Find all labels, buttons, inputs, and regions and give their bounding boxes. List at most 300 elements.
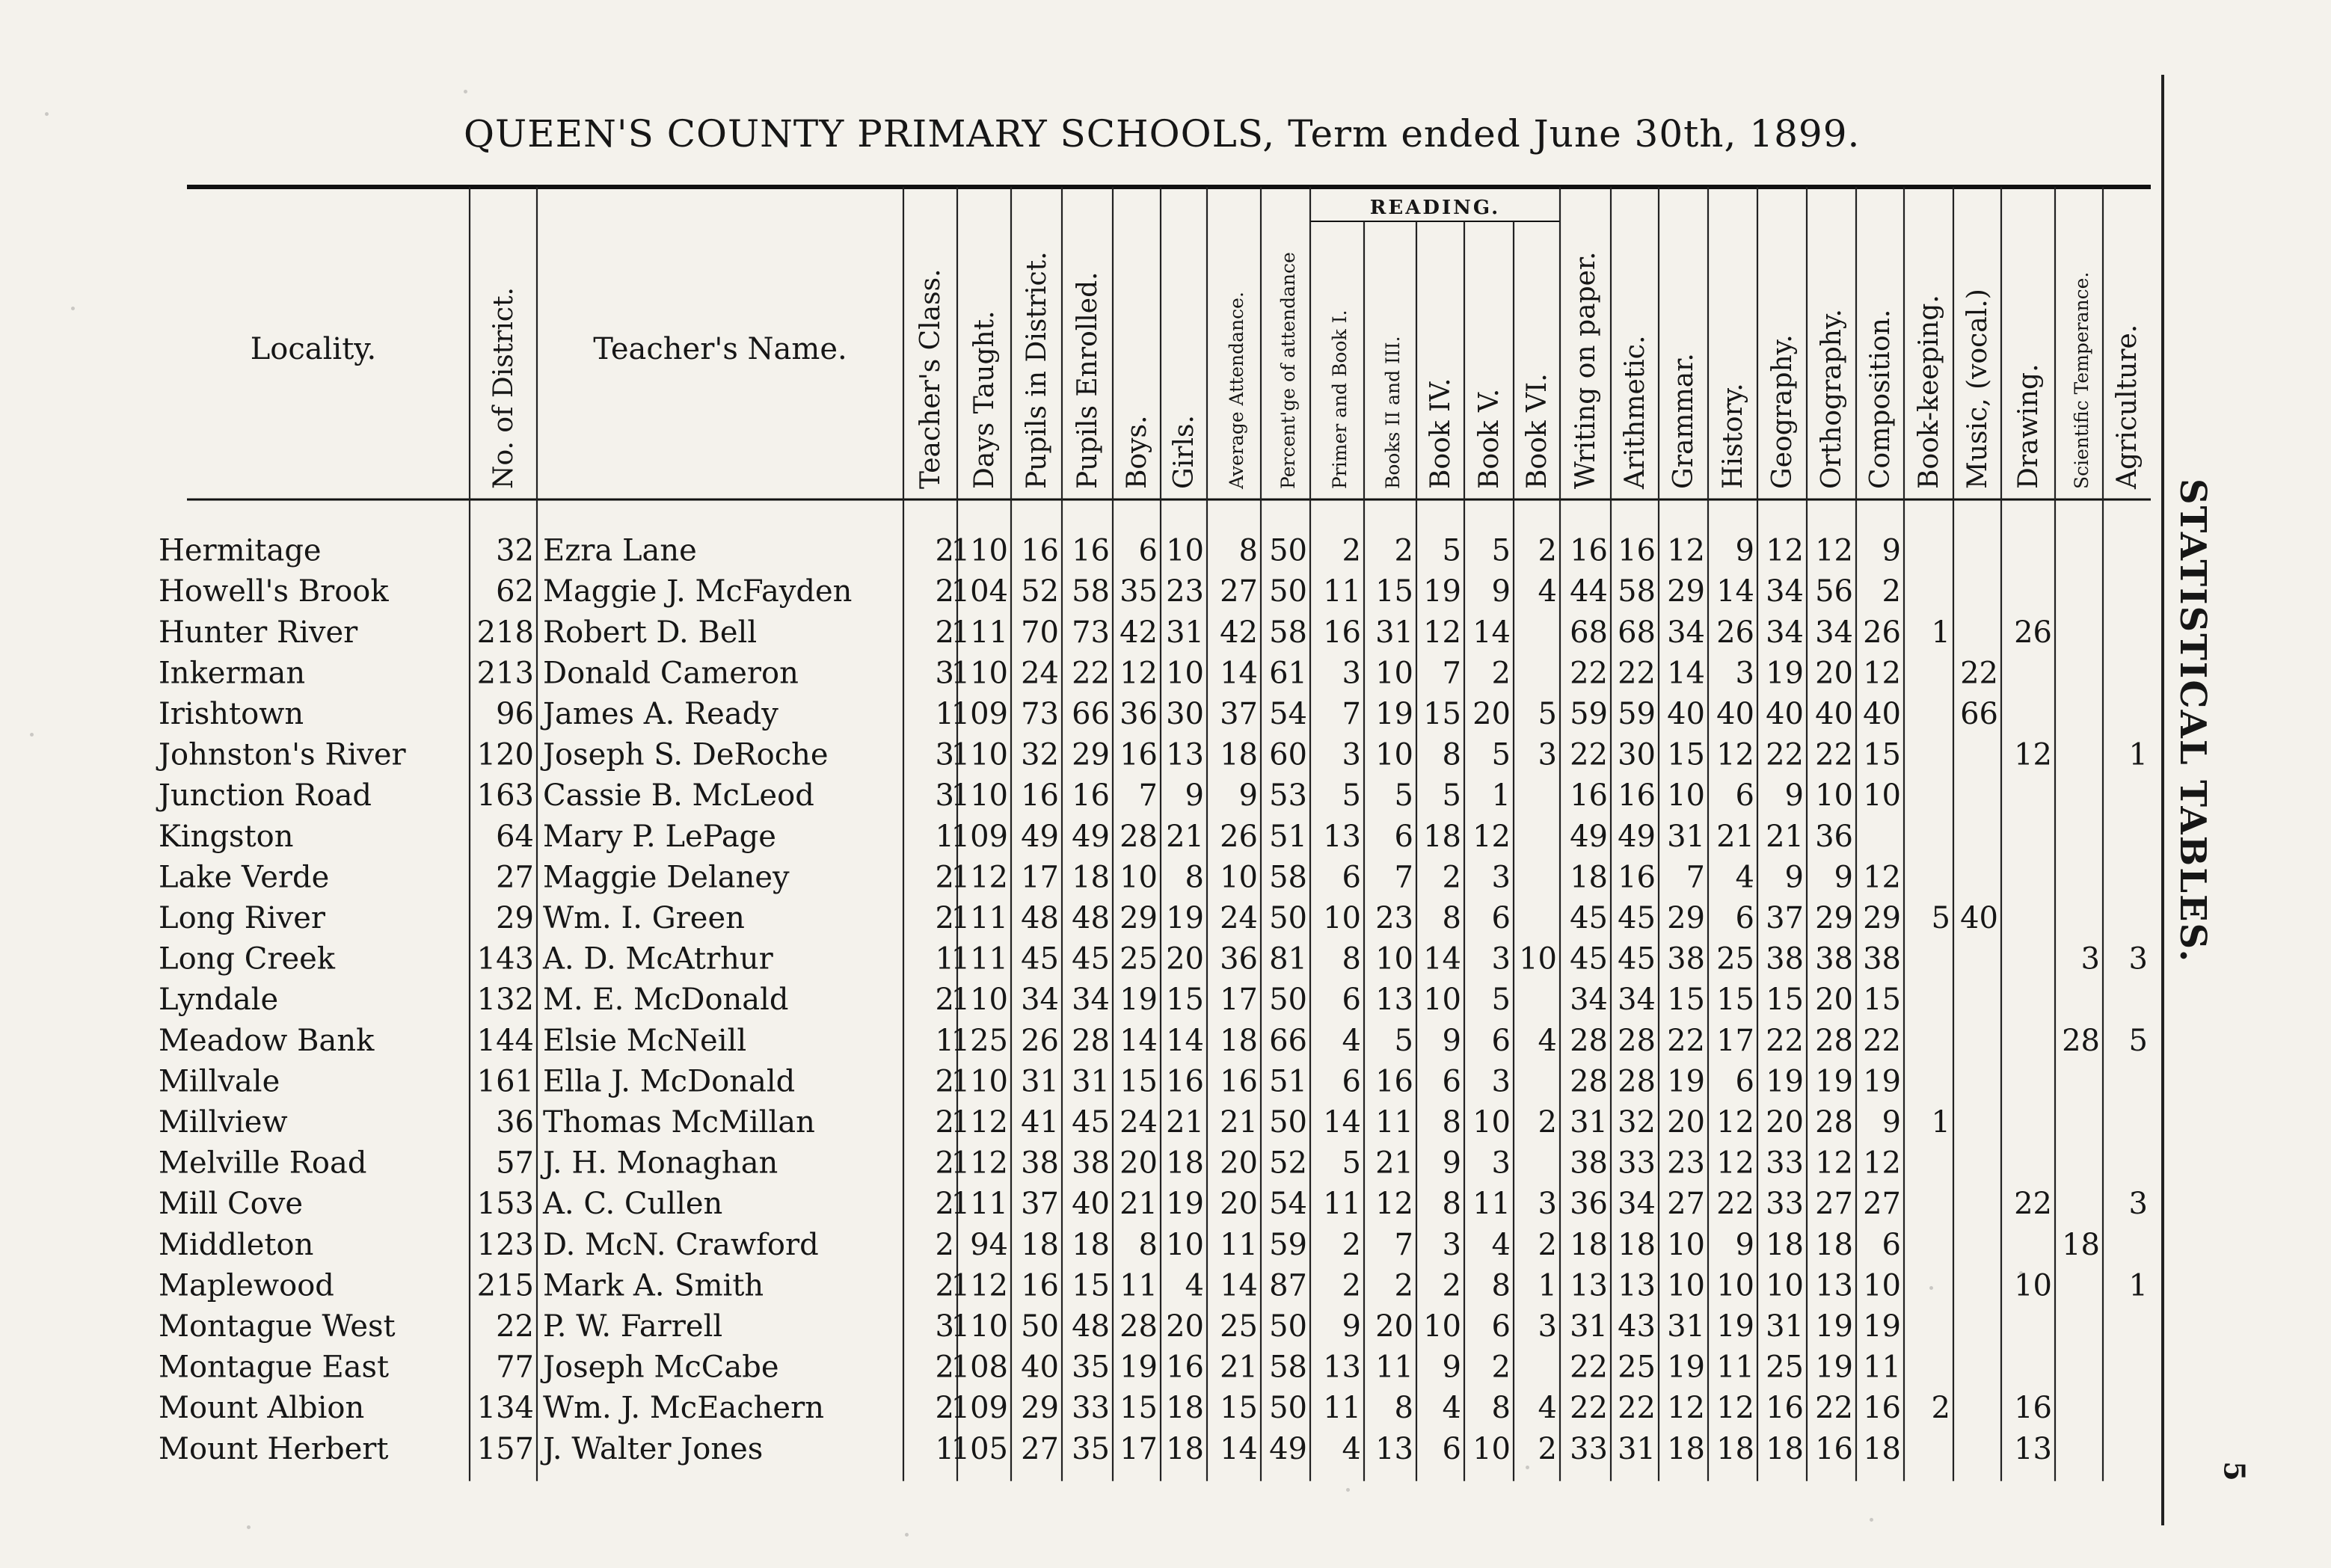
table-cell: 9 [1882,1105,1901,1140]
table-cell: 19 [1423,574,1461,609]
table-cell: 21 [1220,1350,1258,1385]
table-cell: 15 [1667,737,1705,772]
table-cell: 16 [1072,778,1110,814]
table-cell: 36 [1220,941,1258,977]
table-cell: 11 [1323,574,1361,609]
table-cell: 16 [1570,533,1608,568]
table-cell: 10 [1220,860,1258,895]
table-cell: 20 [1220,1146,1258,1181]
column-header: Teacher's Class. [915,268,946,489]
table-cell: 15 [1220,1391,1258,1426]
table-cell: 60 [1269,737,1307,772]
table-cell: 58 [1072,574,1110,609]
table-cell: Hunter River [159,615,358,650]
table-cell: 24 [1021,656,1059,691]
table-cell: Maggie J. McFayden [543,574,853,609]
table-cell: 11 [1323,1391,1361,1426]
table-cell: 21 [1766,819,1804,854]
table-cell: 2 [935,1064,954,1099]
table-cell: 8 [1238,533,1258,568]
column-header: Composition. [1865,309,1896,489]
table-cell: 19 [1120,983,1158,1018]
table-cell: 34 [1570,983,1608,1018]
table-cell: Montague East [159,1350,390,1385]
table-cell: 13 [1570,1268,1608,1303]
table-cell: 70 [1021,615,1059,650]
table-cell: 5 [1538,697,1557,731]
table-cell: 27 [1667,1187,1705,1222]
table-cell: 25 [1220,1309,1258,1344]
table-cell: 21 [1716,819,1754,854]
table-cell: 31 [1021,1064,1059,1099]
table-cell: 10 [1472,1431,1511,1466]
table-cell: 6 [1735,778,1754,814]
table-cell: 9 [1342,1309,1361,1344]
table-cell: 20 [1667,1105,1705,1140]
table-row [159,1350,1901,1385]
table-cell: 110 [950,533,1008,568]
table-cell: 21 [1375,1146,1413,1181]
table-cell: 16 [1220,1064,1258,1099]
table-cell: Robert D. Bell [543,615,758,650]
table-cell: 15 [1766,983,1804,1018]
table-cell: 18 [1863,1431,1901,1466]
table-cell: 15 [1120,1064,1158,1099]
table-cell: 38 [1863,941,1901,977]
table-cell: 144 [476,1023,534,1058]
table-cell: 2 [1342,533,1361,568]
table-cell: 45 [1570,941,1608,977]
column-header: Arithmetic. [1620,335,1650,489]
table-cell: 2 [1538,1105,1557,1140]
table-cell: 28 [1570,1023,1608,1058]
table-row [159,1391,2052,1425]
table-cell: D. McN. Crawford [543,1227,819,1262]
table-cell: 9 [1491,574,1511,609]
table-cell: 9 [1185,778,1204,814]
table-row [159,697,1998,731]
table-cell: 4 [1491,1227,1511,1262]
table-cell: 10 [1166,1227,1204,1262]
table-cell: 58 [1269,1350,1307,1385]
table-cell: 11 [1863,1350,1901,1385]
table-cell: 1 [935,1023,954,1058]
table-cell: 20 [1375,1309,1413,1344]
table-cell: 4 [1442,1391,1461,1426]
table-cell: 12 [1863,1146,1901,1181]
table-cell: 13 [1815,1268,1853,1303]
table-cell: 4 [1735,860,1754,895]
table-cell: 34 [1021,983,1059,1018]
table-cell: 22 [1716,1187,1754,1222]
table-cell: 163 [476,778,534,814]
table-cell: 8 [1442,901,1461,935]
table-cell: 12 [1120,656,1158,691]
table-cell: 16 [1021,533,1059,568]
table-cell: 112 [950,1105,1008,1140]
table-cell: 45 [1570,901,1608,935]
table-cell: M. E. McDonald [543,983,789,1018]
table-cell: 15 [1423,697,1461,731]
table-cell: 19 [1863,1309,1901,1344]
table-cell: 4 [1538,1391,1557,1426]
table-cell: 18 [1766,1227,1804,1262]
table-cell: 109 [950,697,1008,731]
table-cell: 12 [1423,615,1461,650]
table-cell: 49 [1021,819,1059,854]
table-cell: 3 [1491,1146,1511,1181]
table-cell: 2 [1538,1227,1557,1262]
table-cell: 11 [1120,1268,1158,1303]
table-cell: 12 [1472,819,1511,854]
scan-speck [45,112,49,116]
table-cell: 9 [1735,1227,1754,1262]
table-cell: 9 [1442,1023,1461,1058]
table-cell: 110 [950,778,1008,814]
table-cell: 19 [1815,1064,1853,1099]
table-cell: Millvale [159,1064,280,1099]
table-cell: 13 [1375,983,1413,1018]
scan-speck [247,1525,251,1529]
table-cell: Mount Albion [159,1391,365,1426]
table-cell: 28 [1618,1064,1656,1099]
table-cell: 1 [935,697,954,731]
table-cell: 34 [1072,983,1110,1018]
table-cell: 29 [496,901,534,935]
table-cell: 10 [1423,983,1461,1018]
table-cell: 19 [1166,1187,1204,1222]
table-cell: 45 [1072,1105,1110,1140]
table-cell: 30 [1618,737,1656,772]
table-cell: 2 [1931,1391,1950,1426]
column-header: Pupils Enrolled. [1072,271,1103,489]
table-cell: 112 [950,1268,1008,1303]
table-cell: 61 [1269,656,1307,691]
table-cell: 66 [1960,697,1998,731]
table-cell: Montague West [159,1309,396,1344]
table-cell: 12 [1716,737,1754,772]
table-cell: 81 [1269,941,1307,977]
table-cell: 5 [1394,778,1413,814]
table-cell: 18 [1570,1227,1608,1262]
table-cell: 20 [1815,656,1853,691]
table-cell: 19 [1766,656,1804,691]
table-cell: 22 [1570,1391,1608,1426]
table-cell: 6 [1342,1064,1361,1099]
table-cell: 11 [1323,1187,1361,1222]
table-cell: 12 [1716,1146,1754,1181]
table-cell: 5 [1342,778,1361,814]
table-cell: 62 [496,574,534,609]
table-cell: Middleton [159,1227,314,1262]
table-cell: 25 [1120,941,1158,977]
table-row [159,1105,1950,1140]
table-cell: 30 [1166,697,1204,731]
table-cell: 19 [1815,1350,1853,1385]
table-cell: 5 [1394,1023,1413,1058]
table-cell: Joseph McCabe [543,1350,779,1385]
table-cell: 18 [1618,1227,1656,1262]
table-cell: 12 [1863,656,1901,691]
table-cell: 34 [1618,1187,1656,1222]
table-cell: 4 [1185,1268,1204,1303]
table-cell: 20 [1166,941,1204,977]
table-cell: 1 [935,1431,954,1466]
table-cell: 6 [1342,983,1361,1018]
table-cell: 31 [1667,1309,1705,1344]
table-cell: Melville Road [159,1146,367,1181]
table-cell: 1 [2128,1268,2148,1303]
table-cell: 57 [496,1146,534,1181]
table-cell: Irishtown [159,697,304,731]
table-cell: P. W. Farrell [543,1309,723,1344]
table-cell: 2 [1394,533,1413,568]
table-cell: 27 [1220,574,1258,609]
table-cell: Thomas McMillan [543,1105,815,1140]
table-cell: 22 [1815,737,1853,772]
column-header: Primer and Book I. [1329,310,1351,489]
table-cell: 54 [1269,697,1307,731]
table-cell: 2 [1538,1431,1557,1466]
table-cell: 2 [935,1350,954,1385]
table-row [156,778,1901,813]
scan-speck [1929,1286,1933,1290]
table-cell: 18 [1716,1431,1754,1466]
table-cell: 16 [1618,778,1656,814]
table-row [159,901,1998,935]
table-cell: 3 [1735,656,1754,691]
table-cell: 120 [476,737,534,772]
table-cell: 18 [1021,1227,1059,1262]
table-cell: 14 [1472,615,1511,650]
table-cell: Johnston's River [159,737,406,772]
table-cell: 18 [1220,1023,1258,1058]
table-cell: Lyndale [159,983,279,1018]
column-header: Girls. [1169,415,1200,489]
table-cell: 50 [1269,533,1307,568]
table-cell: 10 [2014,1268,2052,1303]
table-cell: 110 [950,737,1008,772]
table-cell: 19 [1375,697,1413,731]
table-cell: 64 [496,819,534,854]
table-cell: Wm. J. McEachern [543,1391,824,1426]
table-cell: 40 [1815,697,1853,731]
table-cell: 8 [1185,860,1204,895]
table-cell: 9 [1442,1350,1461,1385]
table-cell: 10 [1863,778,1901,814]
table-cell: 20 [1815,983,1853,1018]
table-cell: 110 [950,656,1008,691]
column-header: Days Taught. [969,310,1000,489]
table-cell: 49 [1269,1431,1307,1466]
table-cell: Mark A. Smith [543,1268,764,1303]
table-cell: 3 [1538,1309,1557,1344]
table-cell: 29 [1667,901,1705,935]
table-cell: Mount Herbert [159,1431,389,1466]
table-cell: 8 [1442,1105,1461,1140]
table-cell: 2 [935,860,954,895]
table-cell: 37 [1220,697,1258,731]
table-cell: 16 [1021,778,1059,814]
table-cell: 24 [1120,1105,1158,1140]
table-cell: 2 [935,983,954,1018]
column-header: Drawing. [2013,363,2044,489]
table-cell: Mill Cove [159,1187,304,1222]
table-cell: 38 [1072,1146,1110,1181]
table-cell: 7 [1394,1227,1413,1262]
table-cell: 16 [1166,1064,1204,1099]
table-cell: 3 [1538,1187,1557,1222]
column-header: Geography. [1767,334,1798,489]
table-cell: Inkerman [159,656,306,691]
table-cell: 9 [1735,533,1754,568]
table-cell: 10 [1519,941,1557,977]
table-cell: 16 [1166,1350,1204,1385]
table-cell: 40 [1667,697,1705,731]
table-cell: 123 [476,1227,534,1262]
table-cell: 6 [1442,1064,1461,1099]
table-cell: 36 [1815,819,1853,854]
table-cell: 143 [476,941,534,977]
table-cell: 3 [1491,860,1511,895]
table-cell: 31 [1072,1064,1110,1099]
table-cell: 3 [935,656,954,691]
table-cell: 23 [1667,1146,1705,1181]
table-cell: James A. Ready [543,697,778,731]
table-cell: 28 [1618,1023,1656,1058]
table-cell: 11 [1375,1105,1413,1140]
table-cell: 3 [2128,941,2148,977]
column-header: Book VI. [1522,373,1553,489]
table-cell: 42 [1120,615,1158,650]
table-cell: 10 [1667,1268,1705,1303]
table-cell: 7 [1686,860,1705,895]
scan-speck [905,1533,909,1537]
table-row [159,1309,1901,1344]
table-cell: 16 [1766,1391,1804,1426]
table-row [159,1187,2148,1221]
table-cell: 12 [1815,533,1853,568]
table-cell: 6 [1491,1023,1511,1058]
table-cell: 3 [2080,941,2100,977]
table-cell: 23 [1166,574,1204,609]
table-cell: 22 [1570,1350,1608,1385]
table-cell: 58 [1269,615,1307,650]
table-cell: 13 [1618,1268,1656,1303]
table-cell: 10 [1166,533,1204,568]
table-cell: 22 [1618,656,1656,691]
table-cell: 14 [1423,941,1461,977]
table-cell: 2 [1342,1268,1361,1303]
table-cell: 20 [1766,1105,1804,1140]
table-cell: 1 [935,819,954,854]
table-cell: 19 [1166,901,1204,935]
table-cell: 52 [1269,1146,1307,1181]
table-cell: 20 [1220,1187,1258,1222]
table-cell: 2 [1882,574,1901,609]
table-cell: 28 [1072,1023,1110,1058]
table-cell: 49 [1618,819,1656,854]
table-cell: 22 [1667,1023,1705,1058]
table-cell: 9 [1442,1146,1461,1181]
table-cell: 17 [1021,860,1059,895]
column-header: Book V. [1474,388,1505,489]
table-cell: 58 [1618,574,1656,609]
table-cell: 2 [935,901,954,935]
table-cell: 58 [1269,860,1307,895]
table-cell: 26 [1220,819,1258,854]
table-cell: 37 [1766,901,1804,935]
table-cell: 18 [1166,1146,1204,1181]
table-row [159,1024,2148,1058]
table-cell: 12 [1375,1187,1413,1222]
table-row [159,983,1901,1017]
table-cell: 18 [1166,1431,1204,1466]
table-cell: 34 [1667,615,1705,650]
table-cell: 8 [1442,1187,1461,1222]
table-cell: 9 [1784,778,1804,814]
table-cell: Meadow Bank [159,1023,375,1058]
table-cell: 21 [1166,1105,1204,1140]
table-cell: 19 [1667,1350,1705,1385]
table-cell: 3 [1342,737,1361,772]
table-cell: 77 [496,1350,534,1385]
table-cell: 50 [1269,1309,1307,1344]
table-cell: 40 [1021,1350,1059,1385]
table-cell: 3 [1442,1227,1461,1262]
table-cell: 16 [1120,737,1158,772]
table-cell: 153 [476,1187,534,1222]
table-cell: 19 [1120,1350,1158,1385]
table-cell: 15 [1375,574,1413,609]
table-cell: 18 [1667,1431,1705,1466]
table-cell: 6 [1491,901,1511,935]
table-cell: 16 [1618,533,1656,568]
table-cell: 12 [1863,860,1901,895]
table-cell: Maplewood [159,1268,334,1303]
table-cell: 19 [1863,1064,1901,1099]
table-cell: J. H. Monaghan [543,1146,778,1181]
table-cell: Long Creek [159,941,336,977]
table-cell: 22 [1072,656,1110,691]
table-cell: 18 [1072,1227,1110,1262]
table-cell: 29 [1863,901,1901,935]
table-cell: 28 [1815,1105,1853,1140]
column-header: Percent'ge of attendance [1277,252,1299,489]
table-cell: 6 [1882,1227,1901,1262]
table-cell: 6 [1491,1309,1511,1344]
table-cell: Howell's Brook [159,574,389,609]
table-cell: 9 [1882,533,1901,568]
table-cell: 53 [1269,778,1307,814]
table-cell: 28 [2062,1023,2100,1058]
table-cell: 2 [935,1105,954,1140]
table-cell: 105 [950,1431,1008,1466]
table-cell: 2 [1491,1350,1511,1385]
table-cell: 15 [1863,737,1901,772]
table-cell: 3 [2128,1187,2148,1222]
column-header: Agriculture. [2112,324,2143,489]
table-cell: Cassie B. McLeod [543,778,814,814]
table-cell: 45 [1021,941,1059,977]
table-cell: 14 [1667,656,1705,691]
table-cell: 7 [1442,656,1461,691]
table-cell: 25 [1766,1350,1804,1385]
table-cell: 15 [1166,983,1204,1018]
table-cell: 7 [1138,778,1158,814]
table-cell: 14 [1716,574,1754,609]
table-cell: 16 [1375,1064,1413,1099]
